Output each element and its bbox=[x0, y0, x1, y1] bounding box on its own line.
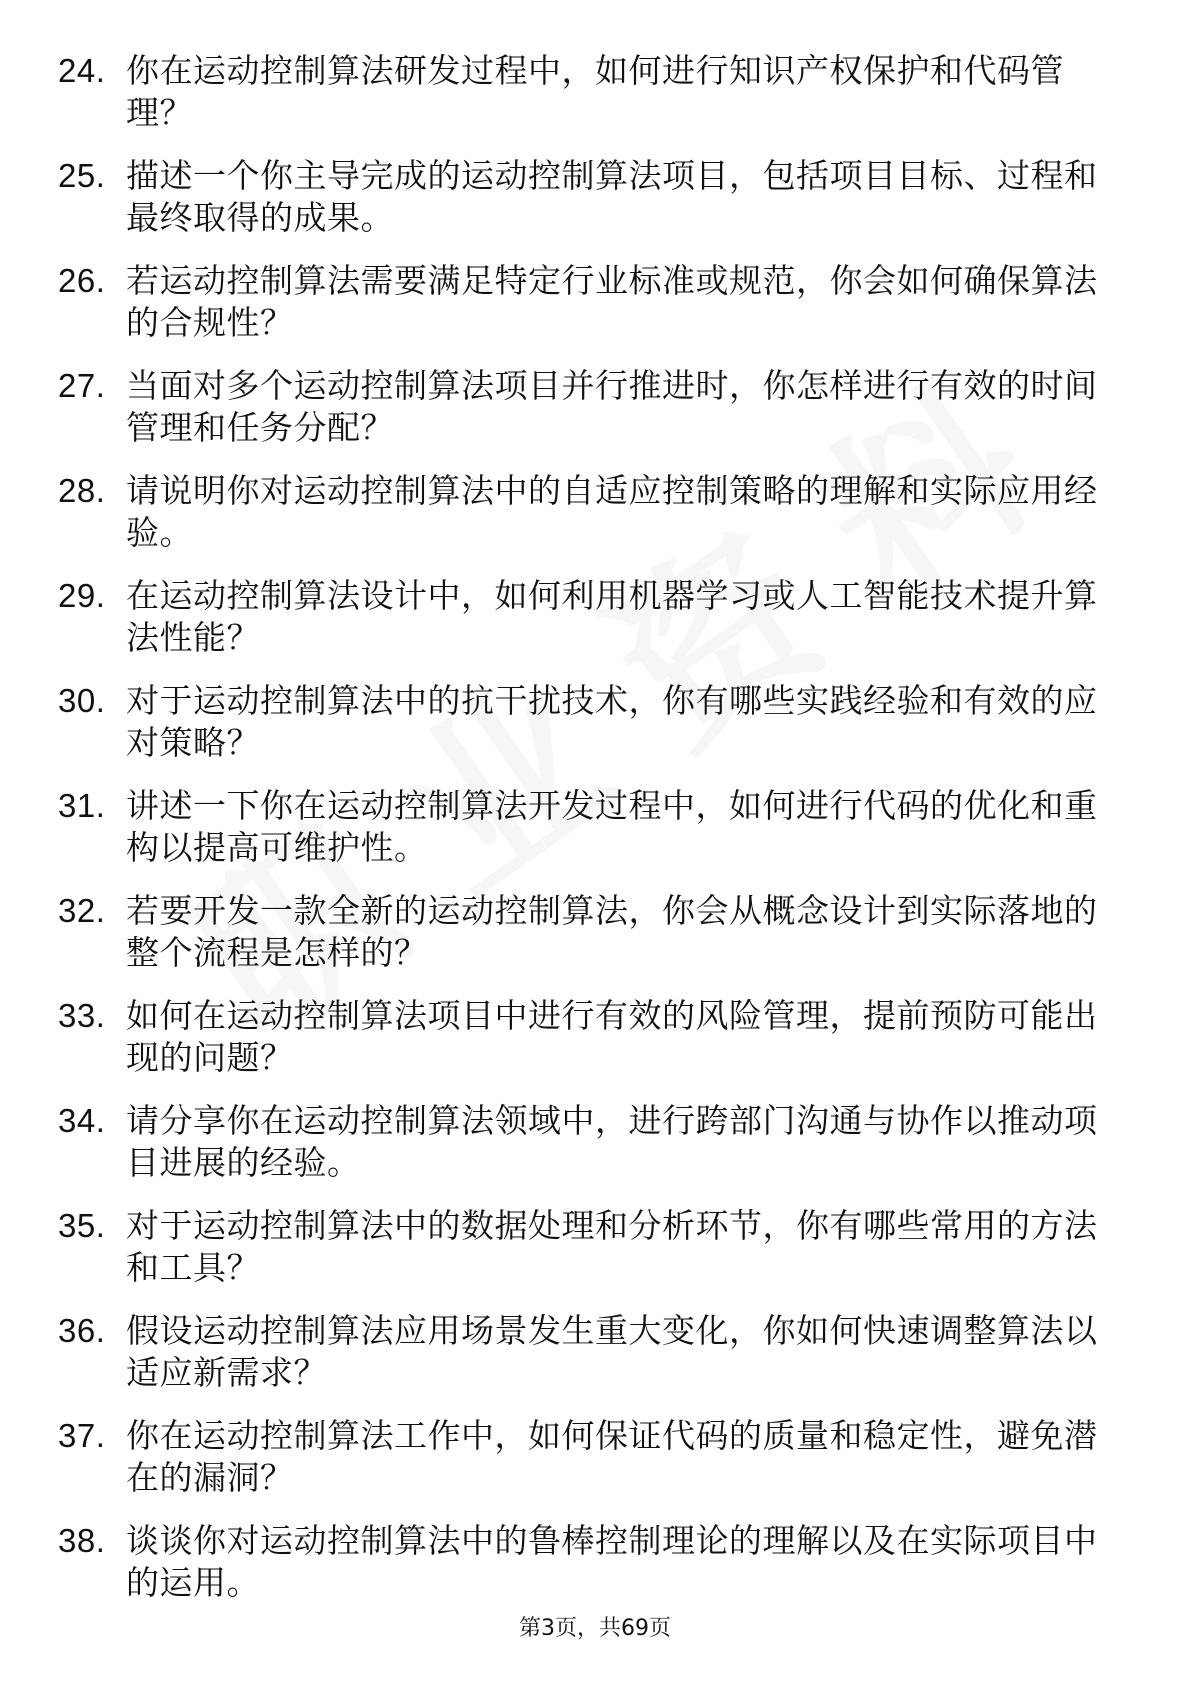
question-text: 描述一个你主导完成的运动控制算法项目，包括项目目标、过程和最终取得的成果。 bbox=[126, 156, 1098, 237]
question-number: 30. bbox=[58, 682, 106, 719]
question-item bbox=[58, 1310, 1118, 1394]
question-text: 在运动控制算法设计中，如何利用机器学习或人工智能技术提升算法性能？ bbox=[126, 576, 1098, 657]
question-number: 38. bbox=[58, 1522, 106, 1559]
question-text: 你在运动控制算法研发过程中，如何进行知识产权保护和代码管理？ bbox=[126, 51, 1064, 132]
question-item bbox=[58, 155, 1118, 239]
question-number: 36. bbox=[58, 1312, 106, 1349]
question-item bbox=[58, 1520, 1118, 1604]
question-item bbox=[58, 260, 1118, 344]
page-number-label: 第3页，共69页 bbox=[519, 1616, 671, 1641]
question-item bbox=[58, 575, 1118, 659]
question-item bbox=[58, 785, 1118, 869]
question-number: 28. bbox=[58, 472, 106, 509]
question-list bbox=[58, 50, 1118, 1625]
question-text: 对于运动控制算法中的数据处理和分析环节，你有哪些常用的方法和工具？ bbox=[126, 1206, 1098, 1287]
question-text: 如何在运动控制算法项目中进行有效的风险管理，提前预防可能出现的问题？ bbox=[126, 996, 1098, 1077]
question-text: 你在运动控制算法工作中，如何保证代码的质量和稳定性，避免潜在的漏洞？ bbox=[126, 1416, 1098, 1497]
question-text: 对于运动控制算法中的抗干扰技术，你有哪些实践经验和有效的应对策略？ bbox=[126, 681, 1098, 762]
question-number: 32. bbox=[58, 892, 106, 929]
question-item bbox=[58, 1415, 1118, 1499]
question-number: 33. bbox=[58, 997, 106, 1034]
question-text: 请分享你在运动控制算法领域中，进行跨部门沟通与协作以推动项目进展的经验。 bbox=[126, 1101, 1098, 1182]
question-number: 27. bbox=[58, 367, 106, 404]
question-item bbox=[58, 1205, 1118, 1289]
question-number: 34. bbox=[58, 1102, 106, 1139]
page-footer bbox=[0, 1614, 1190, 1644]
question-item bbox=[58, 470, 1118, 554]
question-item bbox=[58, 1100, 1118, 1184]
question-text: 若运动控制算法需要满足特定行业标准或规范，你会如何确保算法的合规性？ bbox=[126, 261, 1098, 342]
question-number: 35. bbox=[58, 1207, 106, 1244]
question-text: 假设运动控制算法应用场景发生重大变化，你如何快速调整算法以适应新需求？ bbox=[126, 1311, 1098, 1392]
question-number: 25. bbox=[58, 157, 106, 194]
question-number: 29. bbox=[58, 577, 106, 614]
question-text: 讲述一下你在运动控制算法开发过程中，如何进行代码的优化和重构以提高可维护性。 bbox=[126, 786, 1098, 867]
question-text: 请说明你对运动控制算法中的自适应控制策略的理解和实际应用经验。 bbox=[126, 471, 1098, 552]
question-item bbox=[58, 680, 1118, 764]
question-item bbox=[58, 365, 1118, 449]
question-number: 37. bbox=[58, 1417, 106, 1454]
question-number: 31. bbox=[58, 787, 106, 824]
question-item bbox=[58, 50, 1118, 134]
question-number: 26. bbox=[58, 262, 106, 299]
question-number: 24. bbox=[58, 52, 106, 89]
question-text: 谈谈你对运动控制算法中的鲁棒控制理论的理解以及在实际项目中的运用。 bbox=[126, 1521, 1098, 1602]
question-item bbox=[58, 995, 1118, 1079]
question-text: 当面对多个运动控制算法项目并行推进时，你怎样进行有效的时间管理和任务分配？ bbox=[126, 366, 1098, 447]
question-text: 若要开发一款全新的运动控制算法，你会从概念设计到实际落地的整个流程是怎样的？ bbox=[126, 891, 1098, 972]
question-item bbox=[58, 890, 1118, 974]
